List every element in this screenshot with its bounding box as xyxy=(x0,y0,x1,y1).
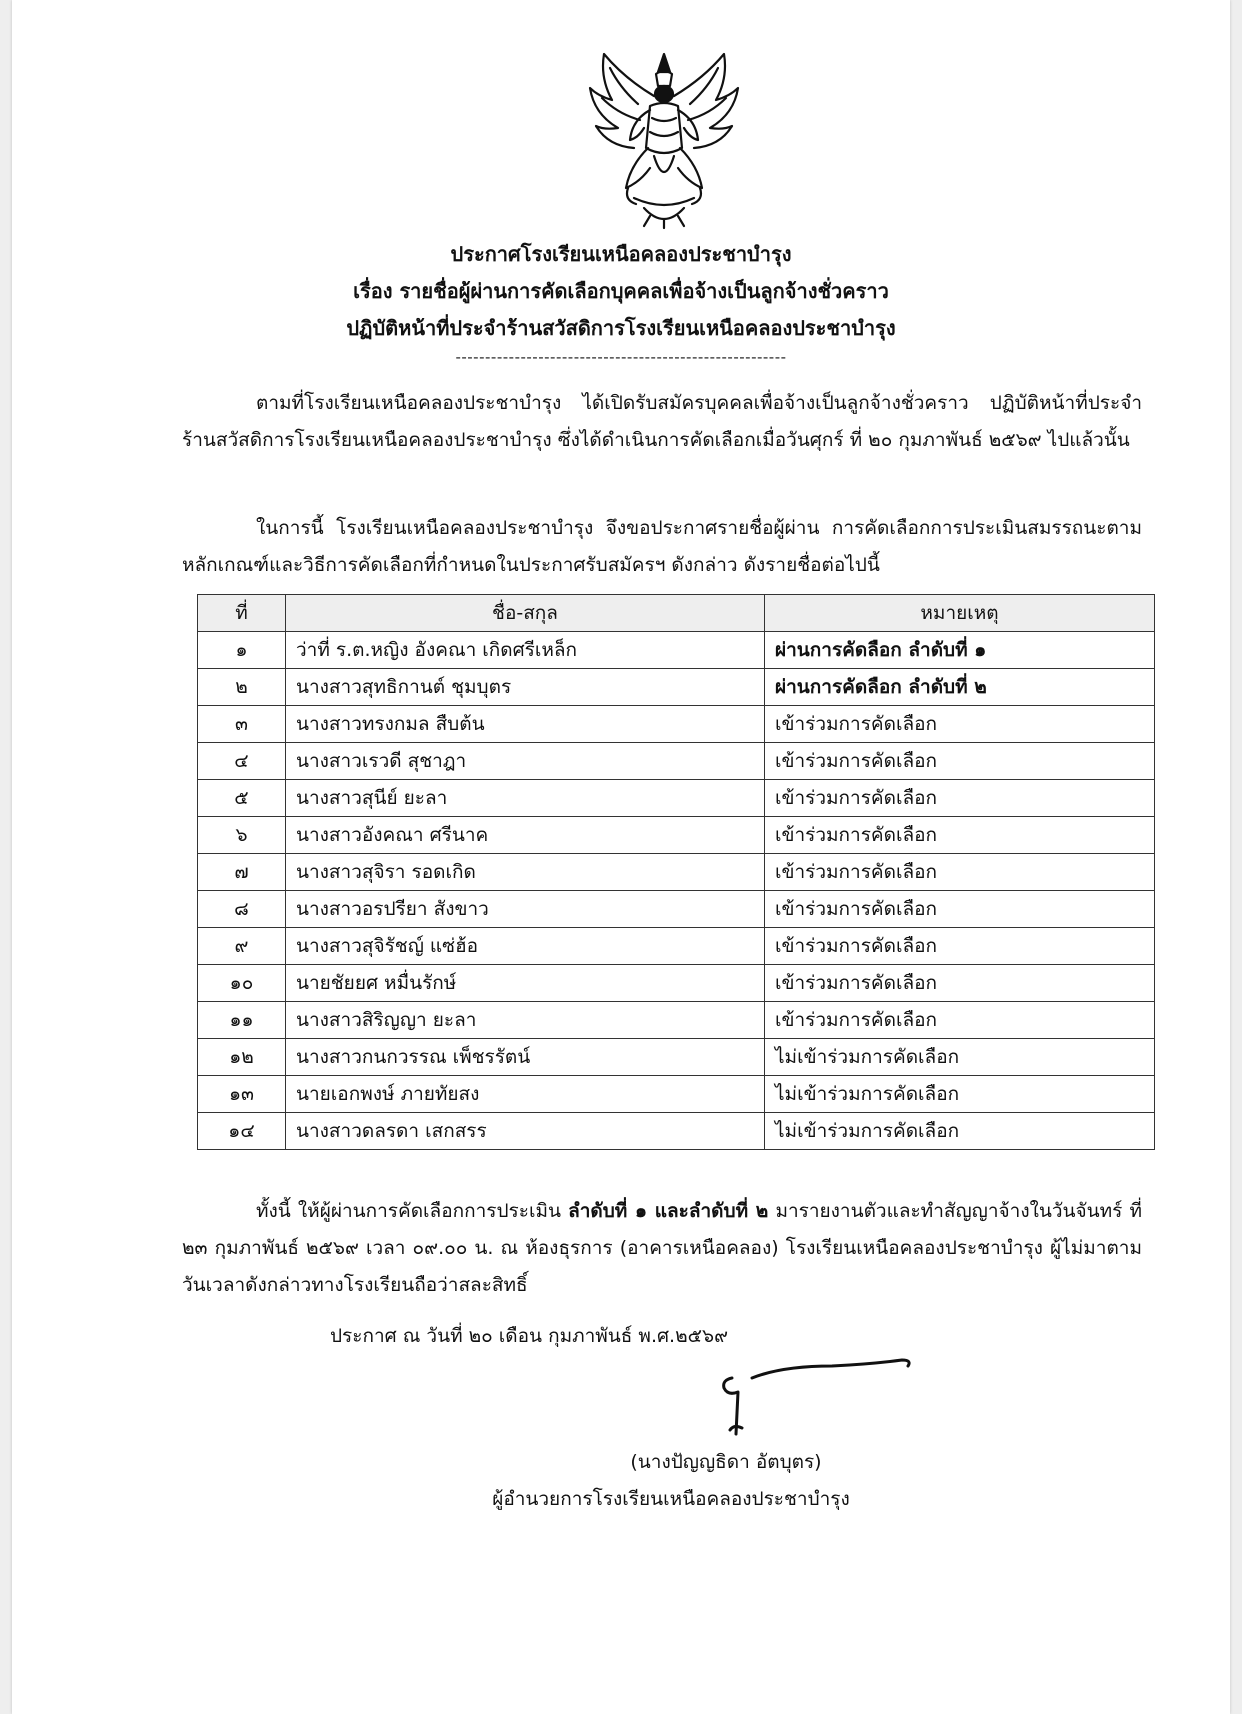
table-row xyxy=(198,1113,1155,1150)
cell-number: ๒ xyxy=(198,669,286,706)
handwritten-signature-icon xyxy=(712,1358,917,1436)
cell-number: ๑๑ xyxy=(198,1002,286,1039)
cell-name: นายชัยยศ หมื่นรักษ์ xyxy=(286,965,765,1002)
table-header-row xyxy=(198,595,1155,632)
cell-note: เข้าร่วมการคัดเลือก xyxy=(765,965,1155,1002)
garuda-emblem-icon xyxy=(584,48,744,230)
cell-number: ๓ xyxy=(198,706,286,743)
cell-number: ๑๔ xyxy=(198,1113,286,1150)
cell-name: นางสาวสุทธิกานต์ ชุมบุตร xyxy=(286,669,765,706)
table-row xyxy=(198,780,1155,817)
table-row xyxy=(198,965,1155,1002)
header-note: หมายเหตุ xyxy=(765,595,1155,632)
announcement-title: ประกาศโรงเรียนเหนือคลองประชาบำรุง xyxy=(450,242,792,266)
cell-name: นางสาวอรปรียา สังขาว xyxy=(286,891,765,928)
cell-note: เข้าร่วมการคัดเลือก xyxy=(765,706,1155,743)
cell-note: เข้าร่วมการคัดเลือก xyxy=(765,743,1155,780)
cell-note: ผ่านการคัดลือก ลำดับที่ ๑ xyxy=(765,632,1155,669)
paragraph-announcement: ในการนี้ โรงเรียนเหนือคลองประชาบำรุง จึงขอประกาศรายชื่อผู้ผ่าน การคัดเลือกการประเมินสมรรถนะตามหลักเกณฑ์และวิธีการคัดเลือกที่กำหนดในประกาศรับสมัครฯ ดังกล่าว ดังรายชื่อต่อไปนี้ xyxy=(182,517,1142,576)
header-name: ชื่อ-สกุล xyxy=(286,595,765,632)
announcement-subject: เรื่อง รายชื่อผู้ผ่านการคัดเลือกบุคคลเพื่อจ้างเป็นลูกจ้างชั่วคราว xyxy=(353,279,889,303)
table-row xyxy=(198,743,1155,780)
cell-number: ๙ xyxy=(198,928,286,965)
cell-note: เข้าร่วมการคัดเลือก xyxy=(765,1002,1155,1039)
cell-number: ๘ xyxy=(198,891,286,928)
cell-name: นางสาวกนกวรรณ เพ็ชรรัตน์ xyxy=(286,1039,765,1076)
cell-note: เข้าร่วมการคัดเลือก xyxy=(765,854,1155,891)
header-number: ที่ xyxy=(198,595,286,632)
paragraph-instructions xyxy=(182,1193,1142,1304)
cell-number: ๕ xyxy=(198,780,286,817)
cell-note: ไม่เข้าร่วมการคัดเลือก xyxy=(765,1039,1155,1076)
cell-number: ๔ xyxy=(198,743,286,780)
table-row xyxy=(198,669,1155,706)
cell-note: ผ่านการคัดลือก ลำดับที่ ๒ xyxy=(765,669,1155,706)
cell-number: ๖ xyxy=(198,817,286,854)
instructions-text-start: ทั้งนี้ ให้ผู้ผ่านการคัดเลือกการประเมิน xyxy=(256,1200,569,1222)
cell-number: ๑๒ xyxy=(198,1039,286,1076)
document-page xyxy=(12,0,1230,1714)
cell-note: เข้าร่วมการคัดเลือก xyxy=(765,780,1155,817)
cell-name: นางสาวเรวดี สุชาฎา xyxy=(286,743,765,780)
candidate-table xyxy=(197,594,1155,1150)
cell-name: นางสาวสุจิรา รอดเกิด xyxy=(286,854,765,891)
cell-name: นางสาวอังคณา ศรีนาค xyxy=(286,817,765,854)
cell-name: นายเอกพงษ์ ภายทัยสง xyxy=(286,1076,765,1113)
announcement-date: ประกาศ ณ วันที่ ๒๐ เดือน กุมภาพันธ์ พ.ศ.๒๕๖๙ xyxy=(330,1325,728,1347)
table-body xyxy=(198,632,1155,1150)
table-row xyxy=(198,706,1155,743)
table-row xyxy=(198,891,1155,928)
cell-note: ไม่เข้าร่วมการคัดเลือก xyxy=(765,1076,1155,1113)
table-row xyxy=(198,1039,1155,1076)
table-row xyxy=(198,1076,1155,1113)
cell-note: เข้าร่วมการคัดเลือก xyxy=(765,891,1155,928)
cell-number: ๗ xyxy=(198,854,286,891)
table-row xyxy=(198,1002,1155,1039)
cell-number: ๑ xyxy=(198,632,286,669)
table-row xyxy=(198,928,1155,965)
cell-name: ว่าที่ ร.ต.หญิง อังคณา เกิดศรีเหล็ก xyxy=(286,632,765,669)
table-row xyxy=(198,817,1155,854)
cell-note: เข้าร่วมการคัดเลือก xyxy=(765,817,1155,854)
cell-name: นางสาวสุนีย์ ยะลา xyxy=(286,780,765,817)
cell-number: ๑๐ xyxy=(198,965,286,1002)
signatory-name: (นางปัญญธิดา อัตบุตร) xyxy=(630,1451,822,1473)
cell-name: นางสาวสุจิรัชญ์ แซ่ฮ้อ xyxy=(286,928,765,965)
cell-note: เข้าร่วมการคัดเลือก xyxy=(765,928,1155,965)
cell-name: นางสาวดลรดา เสกสรร xyxy=(286,1113,765,1150)
announcement-subject-line2: ปฏิบัติหน้าที่ประจำร้านสวัสดิการโรงเรียนเหนือคลองประชาบำรุง xyxy=(346,316,896,340)
cell-note: ไม่เข้าร่วมการคัดเลือก xyxy=(765,1113,1155,1150)
cell-name: นางสาวสิริญญา ยะลา xyxy=(286,1002,765,1039)
signatory-position: ผู้อำนวยการโรงเรียนเหนือคลองประชาบำรุง xyxy=(492,1488,850,1510)
cell-number: ๑๓ xyxy=(198,1076,286,1113)
table-row xyxy=(198,632,1155,669)
instructions-text-end: มารายงานตัวและทำสัญญาจ้างในวันจันทร์ ที่ ๒๓ กุมภาพันธ์ ๒๕๖๙ เวลา ๐๙.๐๐ น. ณ ห้องธุรการ (อาคารเหนือคลอง) โรงเรียนเหนือคลองประชาบำรุง ผู้ไม่มาตามวันเวลาดังกล่าวทางโรงเรียนถือว่าสละสิทธิ์ xyxy=(182,1200,1143,1296)
cell-name: นางสาวทรงกมล สืบต้น xyxy=(286,706,765,743)
paragraph-intro: ตามที่โรงเรียนเหนือคลองประชาบำรุง ได้เปิดรับสมัครบุคคลเพื่อจ้างเป็นลูกจ้างชั่วคราว ปฏิบัติหน้าที่ประจำร้านสวัสดิการโรงเรียนเหนือคลองประชาบำรุง ซึ่งได้ดำเนินการคัดเลือกเมื่อวันศุกร์ ที่ ๒๐ กุมภาพันธ์ ๒๕๖๙ ไปแล้วนั้น xyxy=(182,392,1142,451)
title-divider: -------------------------------------------------------- xyxy=(455,348,787,366)
instructions-highlight: ลำดับที่ ๑ และลำดับที่ ๒ xyxy=(568,1200,769,1222)
table-row xyxy=(198,854,1155,891)
